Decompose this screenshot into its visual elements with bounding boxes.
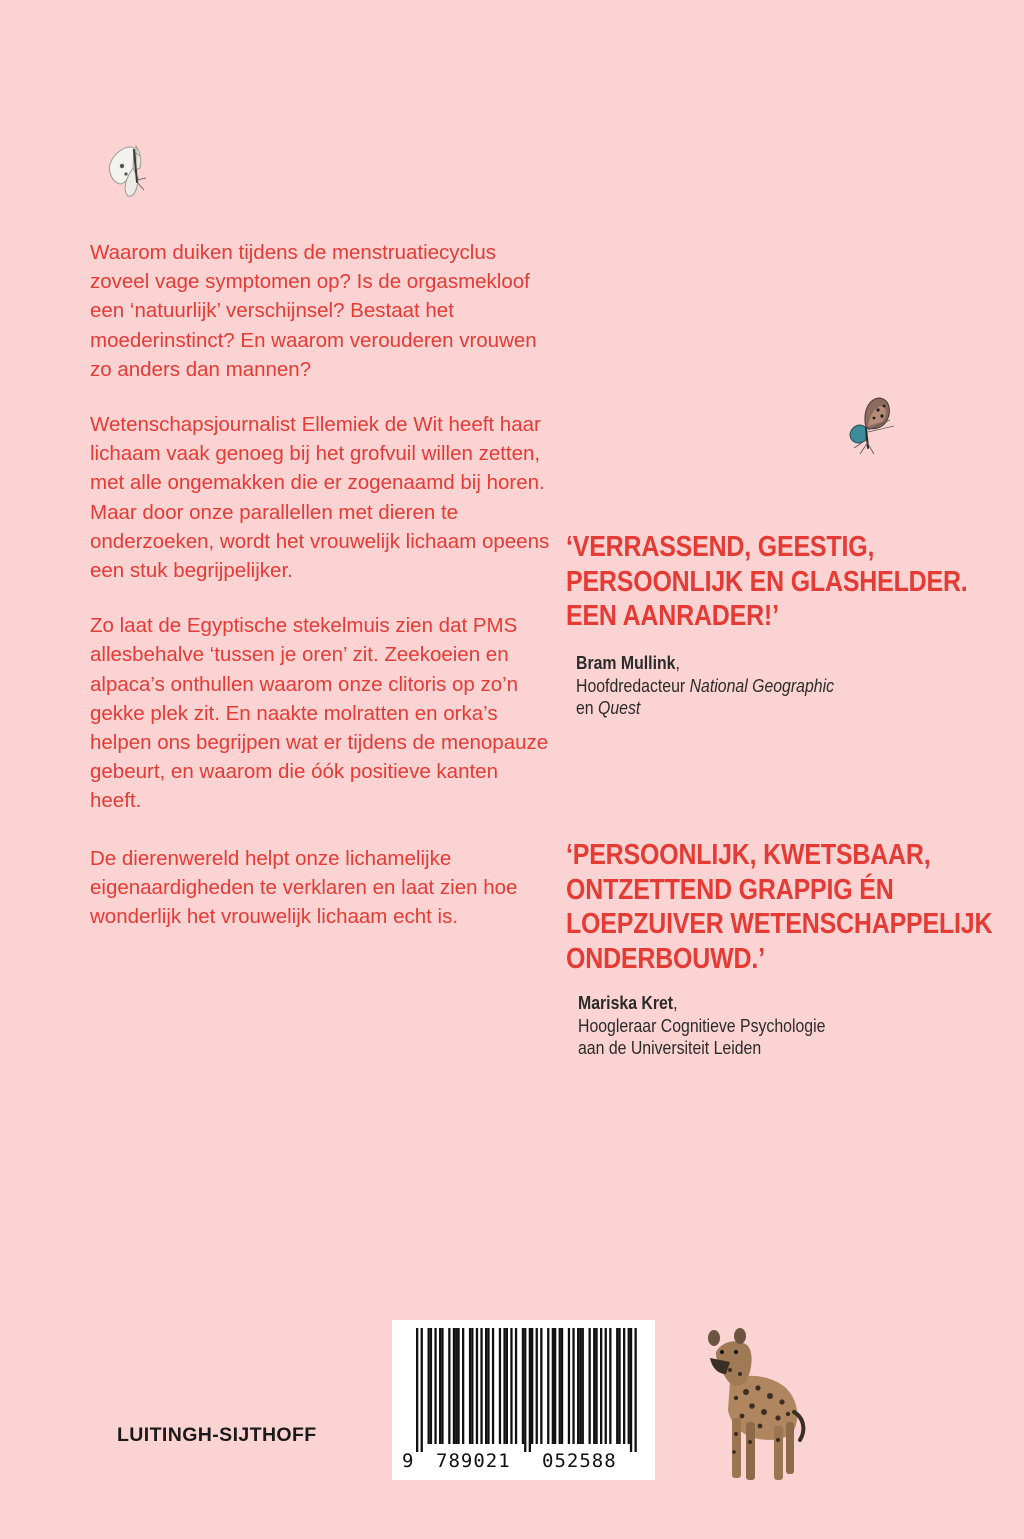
barcode-bar xyxy=(506,1328,508,1444)
barcode-bar xyxy=(448,1328,450,1444)
barcode-bar xyxy=(416,1328,418,1452)
barcode-bar xyxy=(630,1328,632,1452)
barcode-bar xyxy=(547,1328,549,1444)
white-butterfly-icon xyxy=(100,138,160,200)
barcode-bar xyxy=(421,1328,423,1452)
reviewer-name: Bram Mullink xyxy=(576,653,676,673)
barcode-bar xyxy=(522,1328,524,1444)
barcode-bar xyxy=(635,1328,637,1452)
publisher-logo: LUITINGH-SIJTHOFF xyxy=(117,1424,317,1446)
barcode-bar xyxy=(476,1328,478,1444)
barcode-bar xyxy=(554,1328,556,1444)
barcode-bar xyxy=(623,1328,625,1444)
barcode-bar xyxy=(582,1328,584,1444)
barcode-bar xyxy=(441,1328,443,1444)
barcode-bar xyxy=(572,1328,574,1444)
blue-butterfly-icon xyxy=(832,392,904,464)
barcode-bar xyxy=(628,1328,630,1444)
reviewer-name: Mariska Kret xyxy=(578,993,674,1013)
barcode-bar xyxy=(434,1328,436,1444)
barcode-bar xyxy=(492,1328,494,1444)
barcode-bar xyxy=(428,1328,430,1444)
quote-line: PERSOONLIJK EN GLASHELDER. xyxy=(566,565,968,598)
reviewer-role: Hoogleraar Cognitieve Psychologie xyxy=(578,1015,826,1036)
reviewer-role: Hoofdredacteur xyxy=(576,675,686,696)
barcode-bar xyxy=(524,1328,526,1452)
barcode-bar xyxy=(455,1328,457,1444)
blurb-paragraph-4: De dierenwereld helpt onze lichamelijke eigenaardigheden te verklaren en laat zien hoe wonderlijk het vrouwelijk lichaam echt is. xyxy=(90,846,518,929)
barcode-bar xyxy=(589,1328,591,1444)
isbn-right-group: 052588 xyxy=(542,1450,617,1472)
barcode-bar xyxy=(515,1328,517,1444)
barcode-bar xyxy=(595,1328,597,1444)
reviewer-role: aan de Universiteit Leiden xyxy=(578,1038,762,1058)
barcode-bar xyxy=(616,1328,618,1444)
quote-line: ONDERBOUWD.’ xyxy=(566,942,765,975)
barcode-bar xyxy=(552,1328,554,1444)
barcode-bar xyxy=(540,1328,542,1444)
barcode-bar xyxy=(618,1328,620,1444)
barcode-bar xyxy=(487,1328,489,1444)
barcode-bar xyxy=(485,1328,487,1444)
blurb-text xyxy=(90,238,550,961)
barcode-bar xyxy=(510,1328,512,1444)
blurb-paragraph-2: Wetenschapsjournalist Ellemiek de Wit heeft haar lichaam vaak genoeg bij het grofvuil willen zetten, met alle ongemakken die er zogenaamd bij horen. Maar door onze parallellen met dieren te onderzoeken, wordt het vrouwelijk lichaam opeens een stuk begrijpelijker. xyxy=(90,413,550,583)
isbn-barcode xyxy=(392,1320,655,1480)
barcode-bar xyxy=(577,1328,579,1444)
reviewer-publication: National Geographic xyxy=(689,675,835,696)
barcode-bar xyxy=(561,1328,563,1444)
isbn-digits xyxy=(392,1450,655,1476)
barcode-bar xyxy=(600,1328,602,1444)
barcode-bar xyxy=(559,1328,561,1444)
review-attribution-2: Mariska Kret, Hoogleraar Cognitieve Psychologie aan de Universiteit Leiden xyxy=(578,993,826,1058)
barcode-bar xyxy=(529,1328,531,1452)
barcode-bar xyxy=(568,1328,570,1444)
barcode-bar xyxy=(609,1328,611,1444)
barcode-bar xyxy=(503,1328,505,1444)
quote-line: ‘PERSOONLIJK, KWETSBAAR, xyxy=(566,839,931,871)
barcode-bar xyxy=(605,1328,607,1444)
barcode-bar xyxy=(469,1328,471,1444)
reviewer-role-conjunction: en xyxy=(576,698,594,718)
review-quote-1 xyxy=(566,530,968,634)
quote-line: ONTZETTEND GRAPPIG ÉN xyxy=(566,873,894,906)
reviewer-publication: Quest xyxy=(598,698,641,718)
barcode-bar xyxy=(462,1328,464,1444)
barcode-bar xyxy=(453,1328,455,1444)
isbn-left-group: 789021 xyxy=(436,1450,511,1472)
barcode-bar xyxy=(593,1328,595,1444)
barcode-bar xyxy=(457,1328,459,1444)
quote-line: ‘VERRASSEND, GEESTIG, xyxy=(566,531,875,563)
review-quote-2 xyxy=(566,838,992,976)
quote-line: LOEPZUIVER WETENSCHAPPELIJK xyxy=(566,908,993,940)
barcode-bar xyxy=(430,1328,432,1444)
quote-line: EEN AANRADER!’ xyxy=(566,600,779,632)
hyena-illustration xyxy=(700,1322,812,1492)
barcode-bar xyxy=(499,1328,501,1444)
isbn-first-digit: 9 xyxy=(402,1450,414,1472)
barcode-bar xyxy=(579,1328,581,1444)
barcode-bar xyxy=(439,1328,441,1444)
blurb-paragraph-1: Waarom duiken tijdens de menstruatiecyclus zoveel vage symptomen op? Is de orgasmekloof een ‘natuurlijk’ verschijnsel? Bestaat het moederinstinct? En waarom verouderen vrouwen zo anders dan mannen? xyxy=(90,241,537,381)
blurb-paragraph-3: Zo laat de Egyptische stekelmuis zien dat PMS allesbehalve ‘tussen je oren’ zit. Zeekoeien en alpaca’s onthullen waarom onze clitoris op zo’n gekke plek zit. En naakte molratten en orka’s helpen ons begrijpen wat er tijdens de menopauze gebeurt, en waarom die óók positieve kanten heeft. xyxy=(90,614,549,813)
barcode-bar xyxy=(480,1328,482,1444)
review-attribution-1: Bram Mullink, Hoofdredacteur National Geographic en Quest xyxy=(576,653,835,718)
barcode-bar xyxy=(531,1328,533,1444)
barcode-bar xyxy=(536,1328,538,1444)
barcode-bar xyxy=(471,1328,473,1444)
